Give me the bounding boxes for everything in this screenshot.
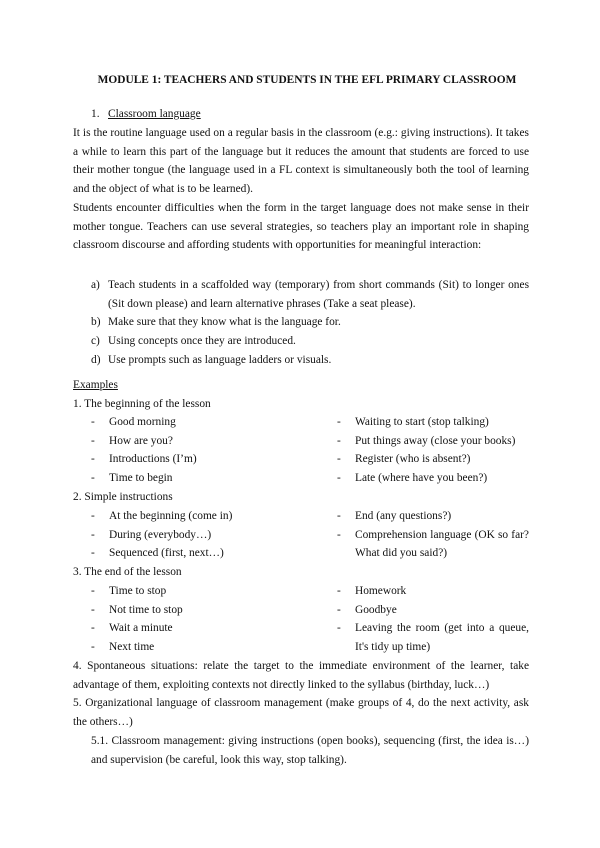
list-item [91, 601, 311, 620]
examples-heading: Examples [73, 379, 118, 391]
list-item-text: Register (who is absent?) [355, 453, 471, 466]
paragraph-classroom-management [91, 732, 529, 769]
list-item [91, 413, 311, 432]
list-item-text: Introductions (I’m) [109, 453, 197, 466]
dash-marker: - [91, 472, 95, 485]
list-item-text: Comprehension language (OK so far? What did you said?) [355, 528, 529, 560]
list-item [337, 526, 529, 563]
list-item-text: Using concepts once they are introduced. [108, 335, 296, 348]
list-marker: d) [91, 353, 101, 366]
dash-marker: - [337, 434, 341, 447]
section-heading [91, 105, 201, 124]
dash-marker: - [91, 528, 95, 541]
group1-left-list [91, 413, 311, 488]
group3-right-list [337, 582, 529, 657]
list-item-text: Late (where have you been?) [355, 472, 488, 485]
list-item-text: Next time [109, 641, 155, 654]
list-item [91, 619, 311, 638]
list-item [91, 432, 311, 451]
dash-marker: - [91, 641, 95, 654]
list-item [337, 582, 529, 601]
list-marker: b) [91, 316, 101, 329]
dash-marker: - [337, 472, 341, 485]
list-item [91, 582, 311, 601]
list-item-text: Sequenced (first, next…) [109, 547, 224, 560]
list-item [337, 507, 529, 526]
dash-marker: - [337, 603, 341, 616]
list-item [337, 432, 529, 451]
list-item-text: At the beginning (come in) [109, 510, 233, 522]
dash-marker: - [337, 510, 341, 522]
list-item [91, 313, 529, 332]
list-item [91, 638, 311, 657]
list-item [91, 276, 529, 313]
paragraph-difficulties: Students encounter difficulties when the form in the target language does not make sense in their mother tongue. Teachers can use several strategies, so teachers play an important role in shaping classroom discourse and affording students with opportunities for meaningful interaction: [73, 202, 529, 252]
list-item-text: Good morning [109, 416, 176, 428]
group-label-instructions: 2. Simple instructions [73, 491, 173, 503]
list-item [91, 450, 311, 469]
group-label-beginning: 1. The beginning of the lesson [73, 398, 211, 410]
group1-right-list [337, 413, 529, 488]
list-item [91, 544, 311, 563]
list-item [91, 351, 529, 370]
list-item-text: Homework [355, 585, 407, 597]
paragraph-spontaneous: 4. Spontaneous situations: relate the target to the immediate environment of the learner, take advantage of them, exploiting contexts not directly linked to the syllabus (birthday, luck…) [73, 660, 529, 691]
dash-marker: - [337, 528, 341, 541]
dash-marker: - [337, 585, 341, 597]
list-marker: c) [91, 335, 100, 348]
group3-left-list [91, 582, 311, 657]
list-item-text: Make sure that they know what is the language for. [108, 316, 341, 329]
section-number: 1. [91, 108, 100, 120]
list-item [91, 469, 311, 488]
dash-marker: - [91, 585, 95, 597]
dash-marker: - [337, 416, 341, 428]
list-marker: a) [91, 279, 100, 291]
dash-marker: - [91, 416, 95, 428]
group2-right-list [337, 507, 529, 563]
dash-marker: - [91, 547, 95, 560]
paragraph-organizational: 5. Organizational language of classroom management (make groups of 4, do the next activity, ask the others…) [73, 697, 529, 728]
list-item [337, 450, 529, 469]
dash-marker: - [91, 434, 95, 447]
paragraph-definition: It is the routine language used on a regular basis in the classroom (e.g.: giving instructions). It takes a while to learn this part of the language but it reduces the amount that students are forced to use their mother tongue (the language used in a FL context is simultaneously both the tool of learning and the object of what is to be learned). [73, 127, 529, 196]
dash-marker: - [337, 453, 341, 466]
list-item-text: Not time to stop [109, 603, 183, 616]
dash-marker: - [91, 453, 95, 466]
list-item-text: During (everybody…) [109, 528, 212, 541]
dash-marker: - [91, 622, 95, 635]
list-item [91, 526, 311, 545]
list-item [337, 601, 529, 620]
strategy-list [91, 276, 529, 370]
list-item-text: Waiting to start (stop talking) [355, 416, 489, 428]
page-title: MODULE 1: TEACHERS AND STUDENTS IN THE EFL PRIMARY CLASSROOM [97, 74, 517, 86]
list-item-text: Goodbye [355, 603, 397, 616]
section-heading-text: Classroom language [108, 108, 201, 120]
list-item-text: Wait a minute [109, 622, 173, 635]
list-item-text: Time to begin [109, 472, 173, 485]
dash-marker: - [91, 603, 95, 616]
list-item-text: How are you? [109, 434, 173, 447]
list-item [91, 332, 529, 351]
dash-marker: - [337, 622, 341, 635]
dash-marker: - [91, 510, 95, 522]
group2-left-list [91, 507, 311, 563]
list-item-text: Put things away (close your books) [355, 434, 516, 447]
list-item-text: End (any questions?) [355, 510, 452, 522]
list-item-text: Time to stop [109, 585, 167, 597]
list-item-text: Use prompts such as language ladders or visuals. [108, 353, 332, 366]
list-item-text: Teach students in a scaffolded way (temporary) from short commands (Sit) to longer ones (Sit down please) and learn alternative phrases (Take a seat please). [108, 279, 529, 310]
list-item [337, 619, 529, 656]
list-item [337, 469, 529, 488]
subitem-text: 5.1. Classroom management: giving instructions (open books), sequencing (first, the idea is…) and supervision (be careful, look this way, stop talking). [91, 735, 529, 766]
group-label-end: 3. The end of the lesson [73, 566, 182, 578]
list-item-text: Leaving the room (get into a queue, It's tidy up time) [355, 622, 529, 654]
list-item [337, 413, 529, 432]
list-item [91, 507, 311, 526]
